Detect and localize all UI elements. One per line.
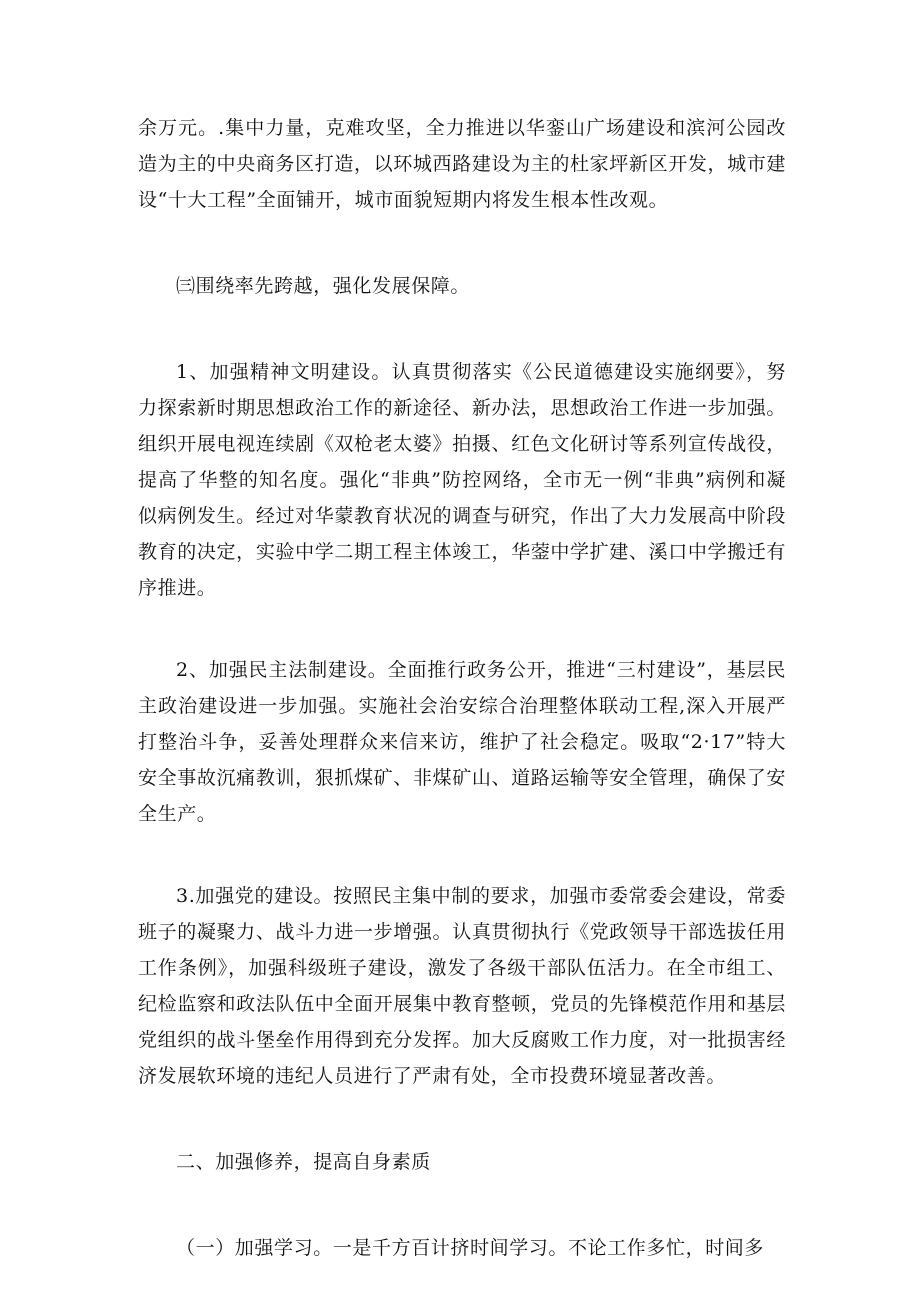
paragraph-party-building: 3.加强党的建设。按照民主集中制的要求，加强市委常委会建设，常委班子的凝聚力、战斗力进一步增强。认真贯彻执行《党政领导干部选拔任用工作条例》，加强科级班子建设，激发了各级干部队伍活力。在全市组工、纪检监察和政法队伍中全面开展集中教育整顿，党员的先锋模范作用和基层党组织的战斗堡垒作用得到充分发挥。加大反腐败工作力度，对一批损害经济发展软环境的违纪人员进行了严肃有处，全市投费环境显著改善。	[138, 885, 786, 1087]
paragraph-strengthen-learning: （一）加强学习。一是千方百计挤时间学习。不论工作多忙，时间多	[176, 1237, 765, 1259]
document-body	[138, 110, 786, 1266]
paragraph-urban-construction: 余万元。.集中力量，克难攻坚，全力推进以华銮山广场建设和滨河公园改造为主的中央商务区打造，以环城西路建设为主的杜家坪新区开发，城市建设“十大工程”全面铺开，城市面貌短期内将发生根本性改观。	[138, 117, 786, 211]
paragraph-democracy-legal: 2、加强民主法制建设。全面推行政务公开，推进“三村建设”，基层民主政治建设进一步加强。实施社会治安综合治理整体联动工程,深入开展严打整治斗争，妥善处理群众来信来访，维护了社会稳定。吸取“2·17”特大安全事故沉痛教训，狠抓煤矿、非煤矿山、道路运输等安全管理，确保了安全生产。	[138, 659, 786, 825]
section-heading-self-cultivation: 二、加强修养，提高自身素质	[176, 1151, 431, 1173]
section-heading-development-guarantee: ㈢围绕率先跨越，强化发展保障。	[176, 275, 471, 297]
paragraph-spiritual-civilization: 1、加强精神文明建设。认真贯彻落实《公民道德建设实施纲要》，努力探索新时期思想政治工作的新途径、新办法，思想政治工作进一步加强。组织开展电视连续剧《双枪老太婆》拍摄、红色文化研讨等系列宣传战役，提高了华整的知名度。强化“非典”防控网络，全市无一例“非典”病例和凝似病例发生。经过对华蒙教育状况的调查与研究，作出了大力发展高中阶段教育的决定，实验中学二期工程主体竣工，华蓥中学扩建、溪口中学搬迁有序推进。	[138, 361, 786, 599]
